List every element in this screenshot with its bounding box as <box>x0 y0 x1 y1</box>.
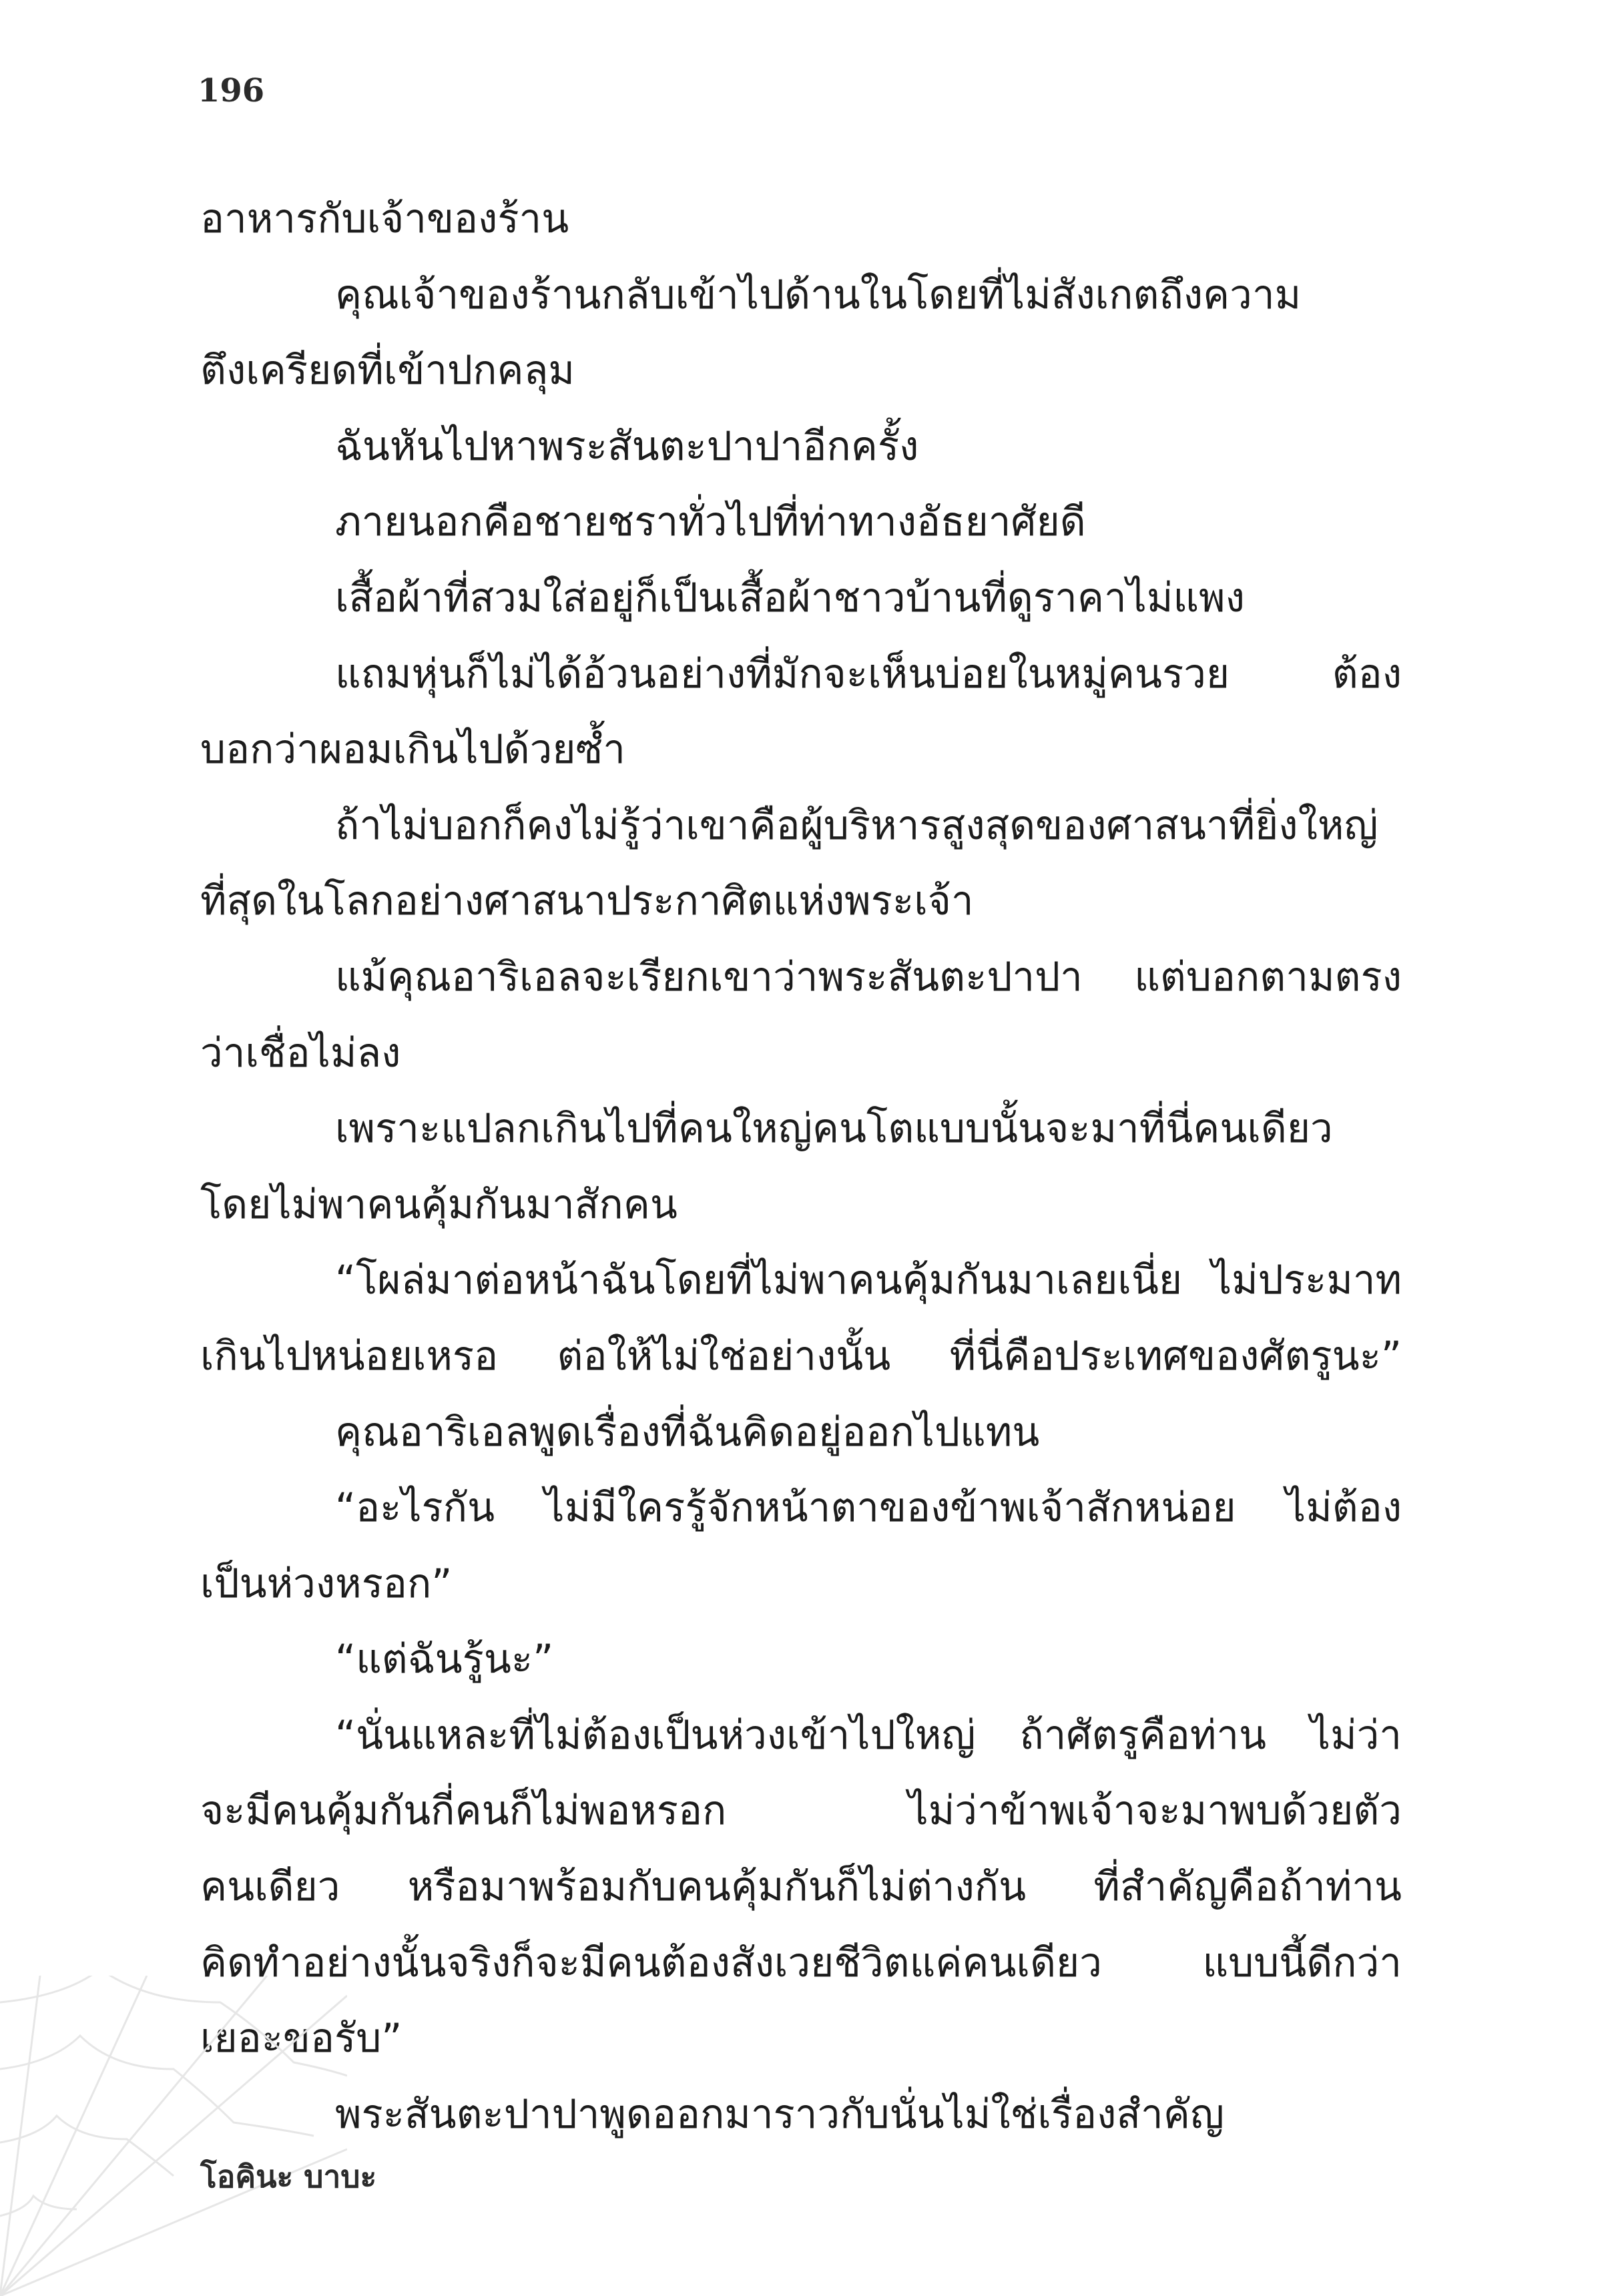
page-number: 196 <box>198 72 265 109</box>
text-line: แถมหุ่นก็ไม่ได้อ้วนอย่างที่มักจะเห็นบ่อยในหมู่คนรวย ต้อง <box>335 650 1402 697</box>
text-line: พระสันตะปาปาพูดออกมาราวกับนั่นไม่ใช่เรื่องสำคัญ <box>335 2090 1224 2138</box>
footer-book-title: โอคินะ บาบะ <box>200 2159 377 2195</box>
text-line: จะมีคนคุ้มกันกี่คนก็ไม่พอหรอก ไม่ว่าข้าพเจ้าจะมาพบด้วยตัว <box>200 1787 1402 1835</box>
spider-web-decoration <box>0 1976 347 2296</box>
text-line: คิดทำอย่างนั้นจริงก็จะมีคนต้องสังเวยชีวิตแค่คนเดียว แบบนี้ดีกว่า <box>200 1939 1402 1986</box>
text-line: เพราะแปลกเกินไปที่คนใหญ่คนโตแบบนั้นจะมาที่นี่คนเดียว <box>335 1105 1333 1153</box>
text-line: คุณเจ้าของร้านกลับเข้าไปด้านในโดยที่ไม่สังเกตถึงความ <box>335 271 1302 318</box>
text-line: “แต่ฉันรู้นะ” <box>335 1636 554 1683</box>
text-line: คุณอาริเอลพูดเรื่องที่ฉันคิดอยู่ออกไปแทน <box>335 1408 1040 1456</box>
text-line: ตึงเครียดที่เข้าปกคลุม <box>200 347 575 394</box>
text-line: ถ้าไม่บอกก็คงไม่รู้ว่าเขาคือผู้บริหารสูงสุดของศาสนาที่ยิ่งใหญ่ <box>335 802 1378 849</box>
text-line: เสื้อผ้าที่สวมใส่อยู่ก็เป็นเสื้อผ้าชาวบ้านที่ดูราคาไม่แพง <box>335 574 1245 621</box>
text-line: เกินไปหน่อยเหรอ ต่อให้ไม่ใช่อย่างนั้น ที่นี่คือประเทศของศัตรูนะ” <box>200 1332 1402 1380</box>
text-line: “โผล่มาต่อหน้าฉันโดยที่ไม่พาคนคุ้มกันมาเลยเนี่ย ไม่ประมาท <box>335 1257 1402 1304</box>
text-line: คนเดียว หรือมาพร้อมกับคนคุ้มกันก็ไม่ต่างกัน ที่สำคัญคือถ้าท่าน <box>200 1863 1402 1911</box>
text-line: แม้คุณอาริเอลจะเรียกเขาว่าพระสันตะปาปา แต่บอกตามตรง <box>335 953 1402 1000</box>
text-line: ภายนอกคือชายชราทั่วไปที่ท่าทางอัธยาศัยดี <box>335 499 1086 546</box>
text-line: อาหารกับเจ้าของร้าน <box>200 196 569 242</box>
text-line: เป็นห่วงหรอก” <box>200 1560 453 1607</box>
body-text <box>200 182 1402 2152</box>
text-line: ฉันหันไปหาพระสันตะปาปาอีกครั้ง <box>335 422 919 470</box>
text-line: บอกว่าผอมเกินไปด้วยซ้ำ <box>200 726 625 774</box>
text-line: โดยไม่พาคนคุ้มกันมาสักคน <box>200 1181 678 1228</box>
text-line: เยอะขอรับ” <box>200 2015 402 2062</box>
text-line: ที่สุดในโลกอย่างศาสนาประกาศิตแห่งพระเจ้า <box>200 878 974 925</box>
text-line: “นั่นแหละที่ไม่ต้องเป็นห่วงเข้าไปใหญ่ ถ้าศัตรูคือท่าน ไม่ว่า <box>335 1711 1402 1759</box>
text-line: “อะไรกัน ไม่มีใครรู้จักหน้าตาของข้าพเจ้าสักหน่อย ไม่ต้อง <box>335 1484 1402 1532</box>
text-line: ว่าเชื่อไม่ลง <box>200 1029 401 1077</box>
